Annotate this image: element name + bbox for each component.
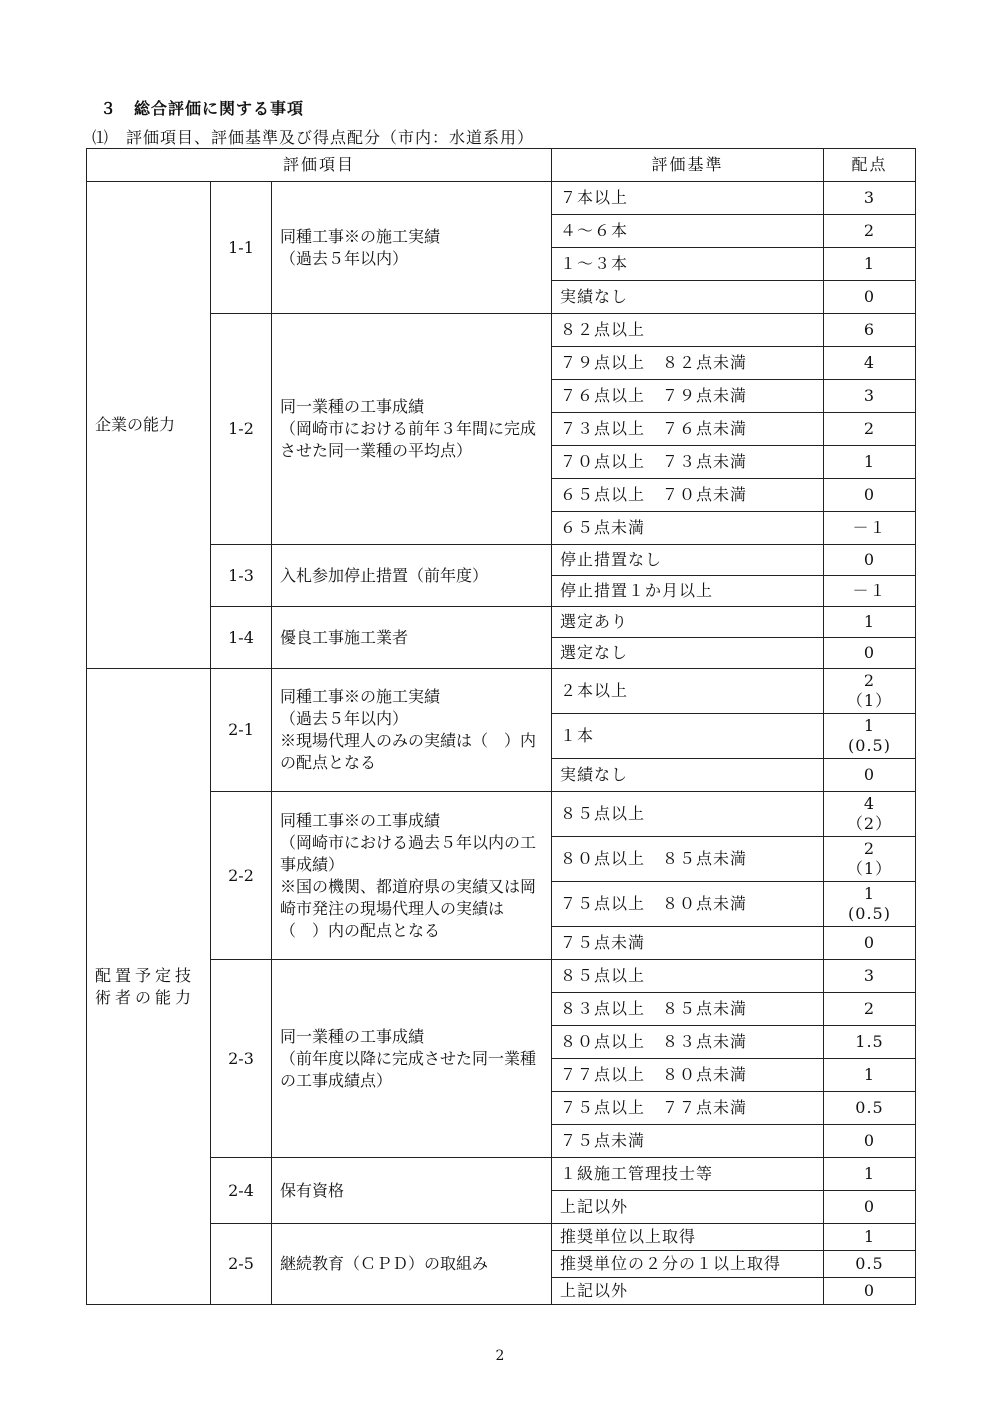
criteria-cell: 推奨単位の２分の１以上取得 [552,1251,824,1278]
score-alt-value: （1） [846,691,893,710]
item-description: 優良工事施工業者 [272,607,552,669]
item-code: 1-1 [211,182,272,314]
criteria-cell: １本 [552,714,824,759]
criteria-cell: 停止措置１か月以上 [552,576,824,607]
table-row [87,1224,916,1251]
table-header-row [87,149,916,182]
criteria-cell: ８０点以上 ８３点未満 [552,1026,824,1059]
item-text: 同種工事※の施工実績 （過去５年以内） ※現場代理人のみの実績は（ ）内の配点となる [280,687,537,772]
header-evaluation-item: 評価項目 [87,149,552,182]
score-cell: －１ [824,512,916,545]
criteria-cell: 選定なし [552,638,824,669]
item-description: 入札参加停止措置（前年度） [272,545,552,607]
header-score: 配点 [824,149,916,182]
score-cell: 0 [824,927,916,960]
criteria-cell: ７５点未満 [552,927,824,960]
score-cell: 0 [824,759,916,792]
score-cell: 2 [824,413,916,446]
criteria-cell: 停止措置なし [552,545,824,576]
score-alt-value: (0.5) [848,904,891,923]
category-engineer-ability: 配置予定技術者の能力 [87,669,211,1305]
score-cell: 0 [824,1191,916,1224]
item-text: 同種工事※の施工実績 （過去５年以内） [280,226,441,268]
criteria-cell: ８５点以上 [552,960,824,993]
criteria-cell: ８２点以上 [552,314,824,347]
table-row [87,1158,916,1191]
score-alt-value: (0.5) [848,736,891,755]
item-description [272,314,552,545]
criteria-cell: １級施工管理技士等 [552,1158,824,1191]
criteria-cell: 上記以外 [552,1278,824,1305]
item-code: 2-5 [211,1224,272,1305]
item-code: 1-3 [211,545,272,607]
score-cell: 1 [824,1059,916,1092]
score-cell: 1.5 [824,1026,916,1059]
score-value: 2 [863,839,876,858]
score-cell [824,882,916,927]
item-description [272,960,552,1158]
item-code: 2-1 [211,669,272,792]
criteria-cell: ８３点以上 ８５点未満 [552,993,824,1026]
criteria-cell: ７６点以上 ７９点未満 [552,380,824,413]
score-cell: 3 [824,182,916,215]
score-cell: 2 [824,993,916,1026]
criteria-cell: 実績なし [552,759,824,792]
criteria-cell: ７５点未満 [552,1125,824,1158]
table-row [87,669,916,714]
criteria-cell: 実績なし [552,281,824,314]
category-company-ability: 企業の能力 [87,182,211,669]
subsection-heading: ⑴ 評価項目、評価基準及び得点配分（市内：水道系用） [92,128,535,147]
score-cell: 1 [824,446,916,479]
table-row [87,314,916,347]
score-value: 4 [863,794,876,813]
criteria-cell: ７３点以上 ７６点未満 [552,413,824,446]
criteria-cell: ７０点以上 ７３点未満 [552,446,824,479]
page-number: 2 [495,1348,505,1364]
criteria-cell: ６５点以上 ７０点未満 [552,479,824,512]
criteria-cell: ８５点以上 [552,792,824,837]
criteria-cell: ７９点以上 ８２点未満 [552,347,824,380]
score-cell: 4 [824,347,916,380]
header-evaluation-criteria: 評価基準 [552,149,824,182]
criteria-cell: 選定あり [552,607,824,638]
score-cell: 0 [824,638,916,669]
score-cell: 6 [824,314,916,347]
score-cell: 3 [824,960,916,993]
score-cell: 0.5 [824,1251,916,1278]
table-row [87,607,916,638]
item-description [272,669,552,792]
score-cell [824,837,916,882]
score-cell: 1 [824,607,916,638]
score-cell: 1 [824,1158,916,1191]
table-row [87,960,916,993]
criteria-cell: ７５点以上 ７７点未満 [552,1092,824,1125]
item-code: 1-2 [211,314,272,545]
criteria-cell: 推奨単位以上取得 [552,1224,824,1251]
score-cell: －１ [824,576,916,607]
score-cell: 0.5 [824,1092,916,1125]
score-cell: 0 [824,545,916,576]
score-cell: 2 [824,215,916,248]
item-text: 同種工事※の工事成績 （岡崎市における過去５年以内の工事成績） ※国の機関、都道府県の実績又は岡崎市発注の現場代理人の実績は（ ）内の配点となる [280,810,537,940]
criteria-cell: ６５点未満 [552,512,824,545]
table-row [87,182,916,215]
score-cell: 0 [824,1125,916,1158]
criteria-cell: ７５点以上 ８０点未満 [552,882,824,927]
criteria-cell: ７本以上 [552,182,824,215]
item-code: 1-4 [211,607,272,669]
score-cell [824,669,916,714]
score-cell: 0 [824,479,916,512]
criteria-cell: １～３本 [552,248,824,281]
score-cell: 1 [824,1224,916,1251]
table-row [87,792,916,837]
item-description: 継続教育（ＣＰＤ）の取組み [272,1224,552,1305]
score-cell [824,714,916,759]
item-code: 2-2 [211,792,272,960]
item-code: 2-3 [211,960,272,1158]
criteria-cell: ４～６本 [552,215,824,248]
item-description: 保有資格 [272,1158,552,1224]
item-text: 同一業種の工事成績 （前年度以降に完成させた同一業種の工事成績点） [280,1026,537,1090]
score-value: 1 [863,716,876,735]
item-code: 2-4 [211,1158,272,1224]
criteria-cell: ８０点以上 ８５点未満 [552,837,824,882]
criteria-cell: 上記以外 [552,1191,824,1224]
score-alt-value: （1） [846,859,893,878]
item-text: 同一業種の工事成績 （岡崎市における前年３年間に完成させた同一業種の平均点） [280,397,537,460]
item-description [272,182,552,314]
criteria-cell: ７７点以上 ８０点未満 [552,1059,824,1092]
score-alt-value: （2） [846,814,893,833]
score-value: 1 [863,884,876,903]
score-cell [824,792,916,837]
evaluation-table [86,148,916,1305]
score-value: 2 [863,671,876,690]
score-cell: 0 [824,281,916,314]
table-row [87,545,916,576]
criteria-cell: ２本以上 [552,669,824,714]
score-cell: 0 [824,1278,916,1305]
score-cell: 3 [824,380,916,413]
score-cell: 1 [824,248,916,281]
item-description [272,792,552,960]
section-heading: ３ 総合評価に関する事項 [100,99,305,118]
